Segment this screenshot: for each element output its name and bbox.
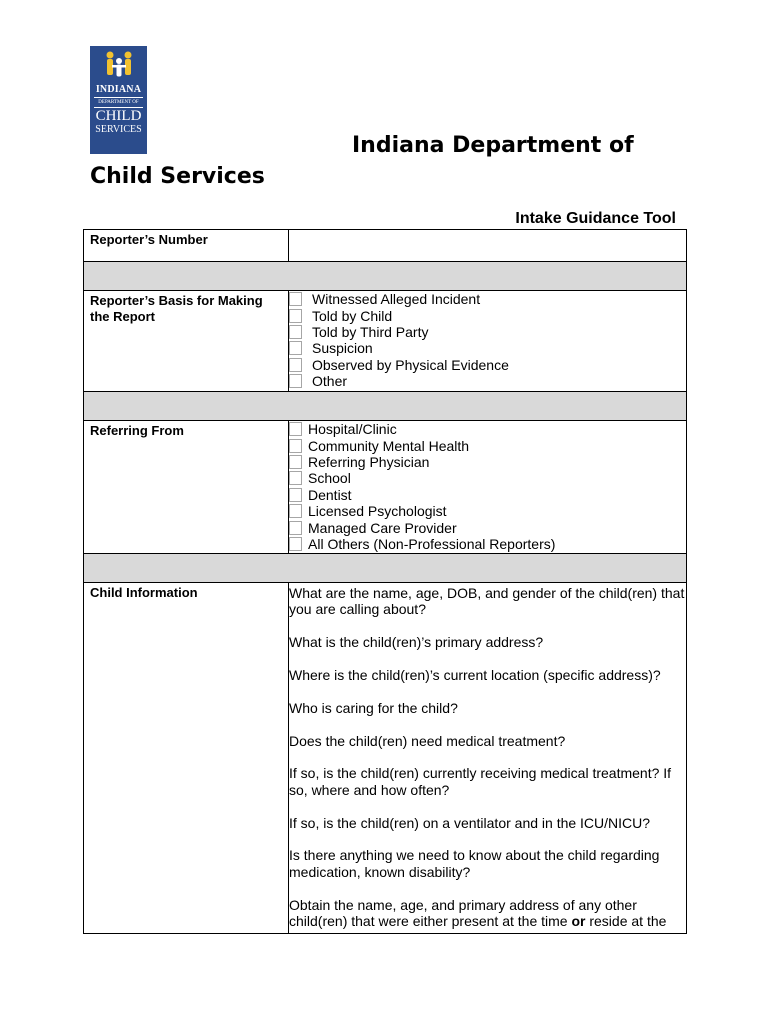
option-label: All Others (Non-Professional Reporters) (308, 535, 556, 552)
option-label: Told by Child (312, 307, 393, 324)
child-question: Who is caring for the child? (289, 699, 458, 716)
option-label: Community Mental Health (308, 437, 470, 454)
basis-option[interactable] (289, 357, 686, 373)
child-question: Does the child(ren) need medical treatment? (289, 732, 566, 749)
logo-text-department: DEPARTMENT OF (94, 97, 143, 105)
checkbox[interactable] (289, 439, 302, 453)
basis-option[interactable] (289, 340, 686, 356)
option-label: Observed by Physical Evidence (312, 356, 509, 373)
checkbox[interactable] (289, 374, 302, 388)
reporter-number-label: Reporter’s Number (84, 230, 289, 262)
logo-text-services: SERVICES (95, 124, 142, 135)
referring-options (289, 421, 687, 554)
checkbox[interactable] (289, 358, 302, 372)
basis-option[interactable] (289, 307, 686, 323)
checkbox[interactable] (289, 341, 302, 355)
option-label: Licensed Psychologist (308, 503, 447, 520)
section-divider (84, 262, 687, 291)
basis-row (84, 291, 687, 392)
referring-option[interactable] (289, 487, 686, 503)
referring-option[interactable] (289, 503, 686, 519)
option-label: School (308, 470, 351, 487)
option-label: Dentist (308, 486, 352, 503)
question-text: reside at the (585, 913, 667, 929)
child-question: Where is the child(ren)’s current location (specific address)? (289, 667, 661, 683)
referring-option[interactable] (289, 519, 686, 535)
logo-text-child: CHILD (95, 108, 142, 124)
referring-option[interactable] (289, 470, 686, 486)
checkbox[interactable] (289, 521, 302, 535)
option-label: Other (312, 373, 348, 390)
basis-option[interactable] (289, 291, 686, 307)
checkbox[interactable] (289, 504, 302, 518)
option-label: Witnessed Alleged Incident (312, 291, 481, 308)
basis-option[interactable] (289, 324, 686, 340)
child-question: What is the child(ren)’s primary address? (289, 634, 544, 651)
checkbox[interactable] (289, 292, 302, 306)
question-text: Obtain the name, age, and primary address of any other child(ren) that were either present at the time (289, 896, 637, 929)
referring-row (84, 421, 687, 554)
referring-option[interactable] (289, 421, 686, 437)
basis-label: Reporter’s Basis for Making the Report (84, 291, 289, 392)
dcs-logo (90, 46, 147, 154)
checkbox[interactable] (289, 488, 302, 502)
referring-option[interactable] (289, 536, 686, 552)
reporter-number-field[interactable] (289, 230, 687, 262)
child-question: Is there anything we need to know about the child regarding medication, known disability? (289, 847, 660, 880)
child-info-label: Child Information (84, 583, 289, 934)
basis-option[interactable] (289, 373, 686, 389)
referring-label: Referring From (84, 421, 289, 554)
checkbox[interactable] (289, 422, 302, 436)
checkbox[interactable] (289, 455, 302, 469)
section-divider (84, 392, 687, 421)
referring-option[interactable] (289, 437, 686, 453)
family-figures-icon (101, 50, 137, 82)
option-label: Told by Third Party (312, 323, 429, 340)
option-label: Managed Care Provider (308, 519, 457, 536)
option-label: Hospital/Clinic (308, 421, 397, 438)
checkbox[interactable] (289, 537, 302, 551)
section-divider (84, 554, 687, 583)
option-label: Suspicion (312, 340, 373, 357)
checkbox[interactable] (289, 325, 302, 339)
child-question-last (289, 897, 686, 930)
option-label: Referring Physician (308, 453, 430, 470)
reporter-number-row (84, 230, 687, 262)
form-subtitle: Intake Guidance Tool (515, 210, 676, 227)
child-question: If so, is the child(ren) currently receiving medical treatment? If so, where and how often? (289, 765, 672, 798)
page-title-line2: Child Services (90, 164, 265, 189)
child-info-row (84, 583, 687, 934)
page-title-line1: Indiana Department of (352, 133, 634, 158)
intake-form-table (83, 229, 687, 934)
basis-options (289, 291, 687, 392)
checkbox[interactable] (289, 471, 302, 485)
child-info-questions (289, 583, 687, 934)
child-question: What are the name, age, DOB, and gender of the child(ren) that you are calling about? (289, 585, 685, 618)
referring-option[interactable] (289, 454, 686, 470)
question-emphasis: or (571, 913, 586, 929)
child-question: If so, is the child(ren) on a ventilator and in the ICU/NICU? (289, 814, 651, 831)
checkbox[interactable] (289, 309, 302, 323)
logo-text-indiana: INDIANA (95, 84, 142, 95)
